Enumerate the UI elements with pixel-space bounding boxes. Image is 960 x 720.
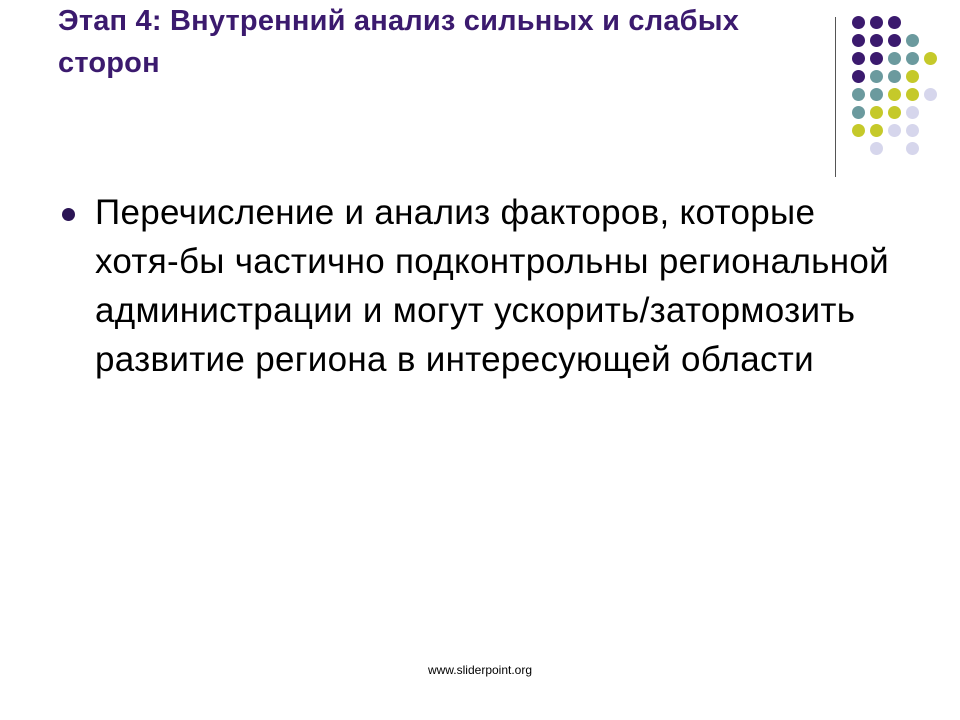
decorative-dot (906, 88, 919, 101)
slide-title: Этап 4: Внутренний анализ сильных и слабых сторон (58, 5, 740, 79)
decorative-dot (888, 106, 901, 119)
decorative-dot (870, 106, 883, 119)
decorative-dot (906, 106, 919, 119)
decorative-dot (906, 142, 919, 155)
decorative-dot (852, 106, 865, 119)
decorative-dot (852, 70, 865, 83)
decorative-dot (906, 124, 919, 137)
decorative-dot (852, 16, 865, 29)
decorative-dot (888, 70, 901, 83)
decorative-dot (870, 88, 883, 101)
decorative-dot (924, 88, 937, 101)
decorative-dot (870, 34, 883, 47)
decorative-divider-line (835, 17, 836, 177)
decorative-dot (852, 88, 865, 101)
decorative-dot (906, 34, 919, 47)
bullet-item (62, 188, 902, 384)
bullet-dot-icon (62, 208, 75, 221)
decorative-dot (852, 34, 865, 47)
decorative-dot (870, 124, 883, 137)
decorative-dot (888, 16, 901, 29)
decorative-dot (888, 52, 901, 65)
decorative-dot (870, 70, 883, 83)
decorative-dot (852, 52, 865, 65)
decorative-dot (888, 88, 901, 101)
decorative-dot (852, 124, 865, 137)
decorative-dot (906, 52, 919, 65)
decorative-dot (888, 34, 901, 47)
footer-url: www.sliderpoint.org (427, 663, 533, 677)
decorative-dot (870, 142, 883, 155)
decorative-dot (924, 52, 937, 65)
decorative-dot (888, 124, 901, 137)
decorative-dot (870, 16, 883, 29)
bullet-list (62, 188, 902, 384)
bullet-text: Перечисление и анализ факторов, которые хотя-бы частично подконтрольны региональной администрации и могут ускорить/затормозить развитие региона в интересующей области (95, 193, 889, 379)
decorative-dot (870, 52, 883, 65)
decorative-dot (906, 70, 919, 83)
